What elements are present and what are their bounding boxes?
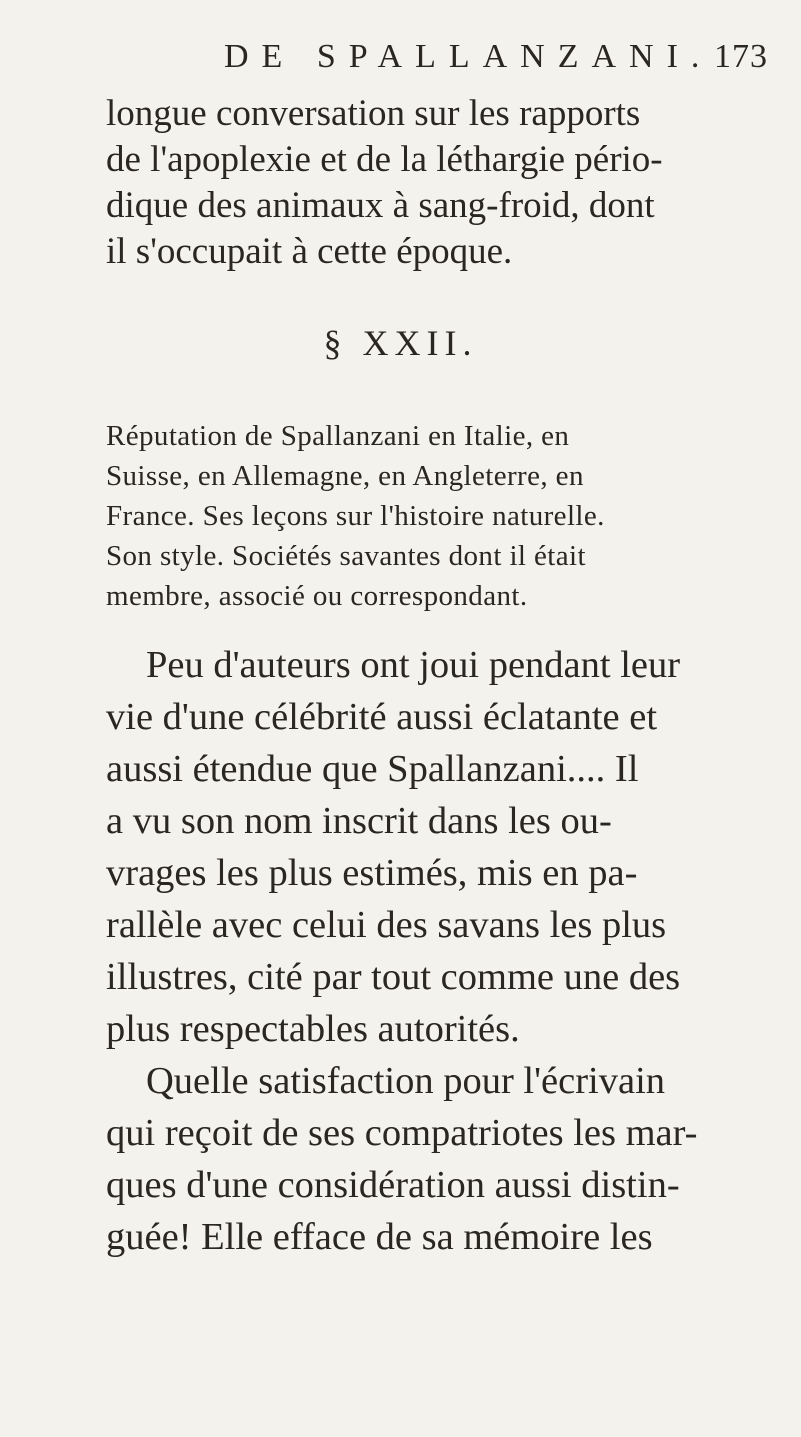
summary-line: Son style. Sociétés savantes dont il était bbox=[106, 540, 586, 572]
continuation-line: de l'apoplexie et de la léthargie pério- bbox=[106, 139, 663, 180]
paragraph-line: a vu son nom inscrit dans les ou- bbox=[106, 800, 612, 842]
paragraph-line: guée! Elle efface de sa mémoire les bbox=[106, 1216, 653, 1258]
paragraph-line: illustres, cité par tout comme une des bbox=[106, 956, 681, 998]
page-number: 173 bbox=[714, 38, 768, 75]
paragraph-line: ques d'une considération aussi distin- bbox=[106, 1164, 680, 1206]
paragraph-line: vie d'une célébrité aussi éclatante et bbox=[106, 696, 658, 738]
paragraph-line: vrages les plus estimés, mis en pa- bbox=[106, 852, 638, 894]
paragraph-line: Peu d'auteurs ont joui pendant leur bbox=[146, 644, 681, 686]
summary-line: membre, associé ou correspondant. bbox=[106, 580, 528, 612]
paragraph-line: rallèle avec celui des savans les plus bbox=[106, 904, 667, 946]
continuation-line: dique des animaux à sang-froid, dont bbox=[106, 185, 655, 226]
continuation-line: longue conversation sur les rapports bbox=[106, 93, 641, 134]
paragraph-line: Quelle satisfaction pour l'écrivain bbox=[146, 1060, 666, 1102]
continuation-line: il s'occupait à cette époque. bbox=[106, 231, 513, 272]
summary-line: Suisse, en Allemagne, en Angleterre, en bbox=[106, 460, 584, 492]
summary-line: Réputation de Spallanzani en Italie, en bbox=[106, 420, 570, 452]
paragraph-line: aussi étendue que Spallanzani.... Il bbox=[106, 748, 639, 790]
paragraph-line: qui reçoit de ses compatriotes les mar- bbox=[106, 1112, 698, 1154]
section-heading: § XXII. bbox=[323, 323, 478, 363]
summary-line: France. Ses leçons sur l'histoire naturelle. bbox=[106, 500, 605, 532]
paragraph-line: plus respectables autorités. bbox=[106, 1008, 520, 1050]
running-head: DE SPALLANZANI. bbox=[224, 38, 713, 75]
